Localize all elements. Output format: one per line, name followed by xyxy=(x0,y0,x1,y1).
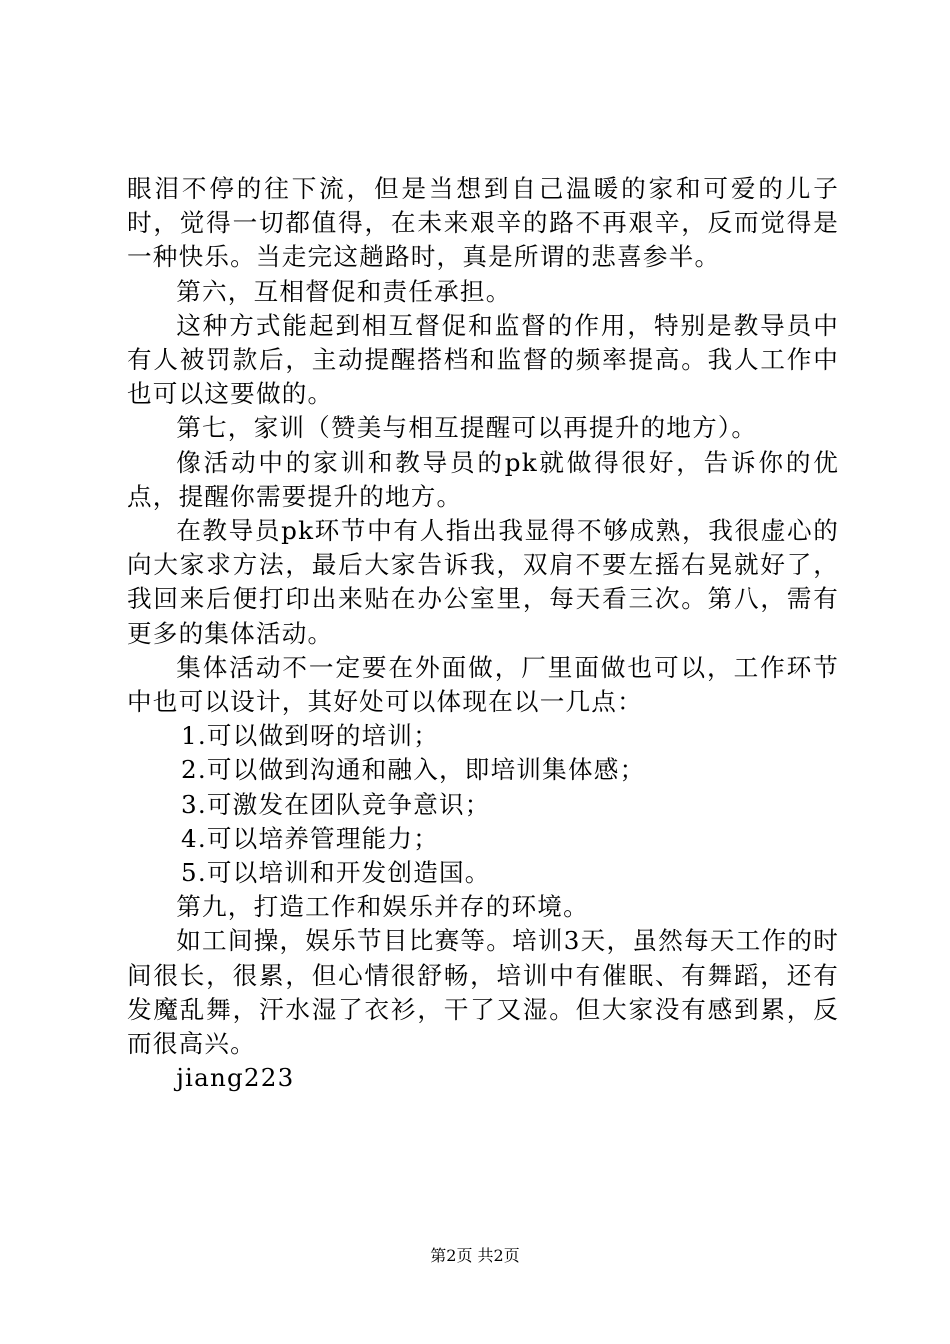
paragraph-work-and-fun: 如工间操，娱乐节目比赛等。培训3天，虽然每天工作的时间很长，很累，但心情很舒畅，培训中有催眠、有舞蹈，还有发魔乱舞，汗水湿了衣衫，干了又湿。但大家没有感到累，反而很高兴。 xyxy=(127,926,839,1059)
paragraph-family-rules: 像活动中的家训和教导员的pk就做得很好，告诉你的优点，提醒你需要提升的地方。 xyxy=(127,447,839,511)
section-heading-nine: 第九，打造工作和娱乐并存的环境。 xyxy=(176,892,589,922)
list-item: 4.可以培养管理能力； xyxy=(181,823,440,853)
paragraph-supervision: 这种方式能起到相互督促和监督的作用，特别是教导员中有人被罚款后，主动提醒搭档和监督的频率提高。我人工作中也可以这要做的。 xyxy=(127,310,839,409)
author-signature: jiang223 xyxy=(176,1063,295,1093)
list-item: 1.可以做到呀的培训； xyxy=(181,721,440,751)
list-item: 2.可以做到沟通和融入，即培训集体感； xyxy=(181,755,646,785)
list-item: 3.可激发在团队竞争意识； xyxy=(181,789,491,819)
benefits-list xyxy=(127,719,839,890)
section-heading-seven: 第七，家训（赞美与相互提醒可以再提升的地方）。 xyxy=(176,413,758,443)
section-heading-six: 第六，互相督促和责任承担。 xyxy=(176,276,512,306)
paragraph-continuation: 眼泪不停的往下流，但是当想到自己温暖的家和可爱的儿子时，觉得一切都值得，在未来艰辛的路不再艰辛，反而觉得是一种快乐。当走完这趟路时，真是所谓的悲喜参半。 xyxy=(127,174,839,272)
list-item: 5.可以培训和开发创造国。 xyxy=(181,858,491,888)
document-body xyxy=(127,172,839,1095)
paragraph-pk-session: 在教导员pk环节中有人指出我显得不够成熟，我很虚心的向大家求方法，最后大家告诉我，双肩不要左摇右晃就好了，我回来后便打印出来贴在办公室里，每天看三次。第八，需有更多的集体活动。 xyxy=(127,516,839,648)
paragraph-group-activities: 集体活动不一定要在外面做，厂里面做也可以，工作环节中也可以设计，其好处可以体现在以一几点： xyxy=(127,652,839,717)
page-footer: 第2页 共2页 xyxy=(430,1246,520,1265)
